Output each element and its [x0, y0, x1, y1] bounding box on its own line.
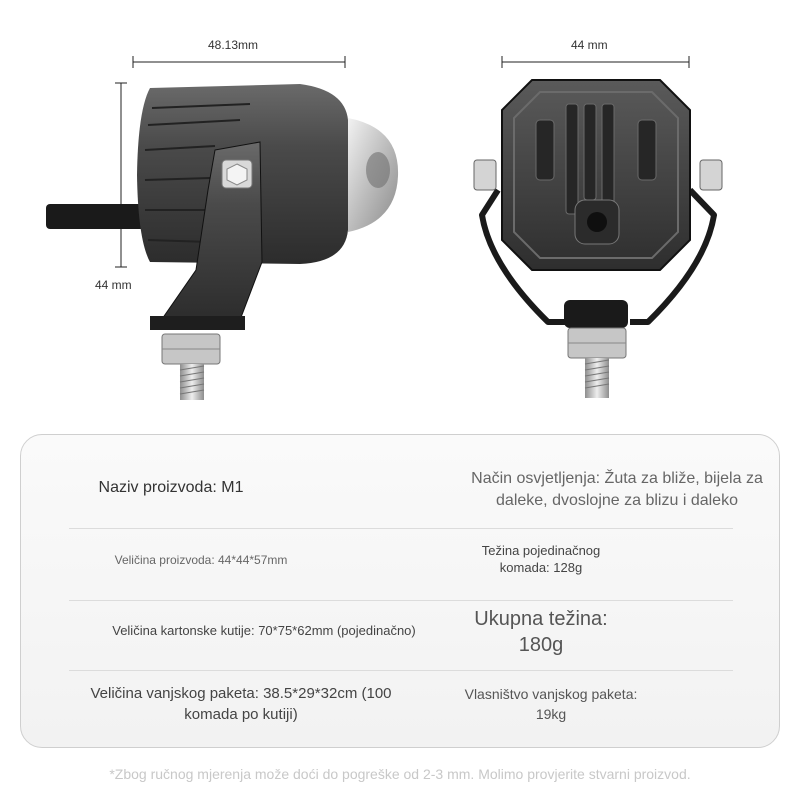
product-name: Naziv proizvoda: M1: [98, 479, 244, 496]
spec-card: [20, 434, 780, 748]
front-width-label: 44 mm: [571, 38, 608, 52]
outer-package-size: Veličina vanjskog paketa: 38.5*29*32cm (100 komada po kutiji): [90, 685, 392, 723]
side-view-lamp: [46, 84, 398, 400]
product-size: Veličina proizvoda: 44*44*57mm: [114, 553, 288, 567]
total-weight: Ukupna težina: 180g: [474, 608, 608, 656]
cable: [46, 204, 146, 229]
side-height-label: 44 mm: [95, 278, 132, 292]
side-width-label: 48.13mm: [208, 38, 259, 52]
carton-size: Veličina kartonske kutije: 70*75*62mm (pojedinačno): [112, 623, 416, 638]
front-width-dimension-line: [502, 56, 689, 68]
front-mount-block: [564, 300, 628, 328]
outer-package-weight: Vlasništvo vanjskog paketa: 19kg: [464, 686, 638, 722]
measurement-footnote: *Zbog ručnog mjerenja može doći do pogreške od 2-3 mm. Molimo provjerite stvarni proizvod.: [109, 766, 691, 782]
front-mount-bolt: [585, 358, 609, 398]
lighting-mode: Način osvjetljenja: Žuta za bliže, bijela za daleke, dvoslojne za blizu i daleko: [471, 470, 763, 509]
unit-weight: Težina pojedinačnog komada: 128g: [481, 543, 601, 575]
side-height-dimension-line: [115, 83, 127, 267]
side-width-dimension-line: [133, 56, 345, 68]
front-view-lamp: [474, 80, 722, 398]
